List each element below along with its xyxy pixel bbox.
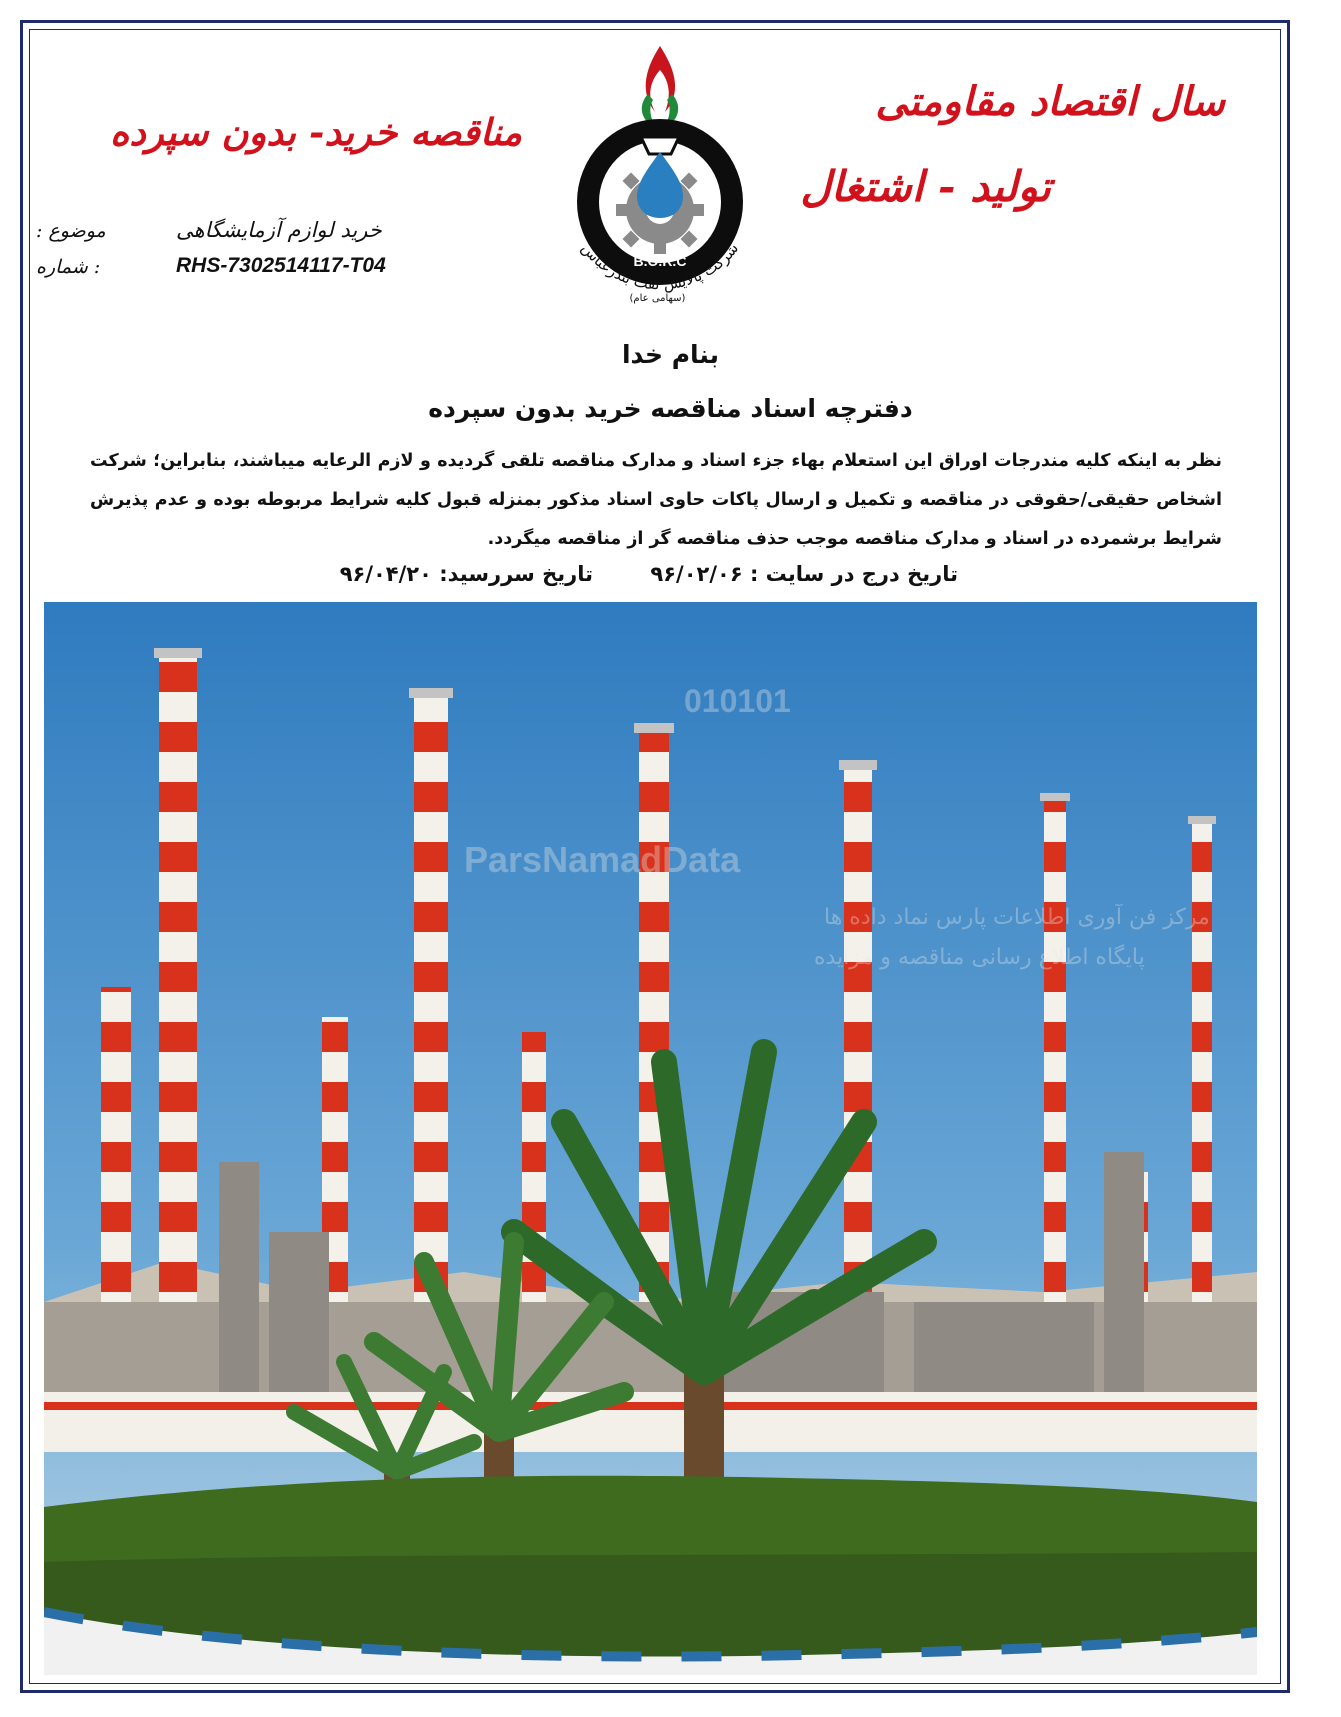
- number-label: : شماره: [36, 256, 101, 278]
- company-logo: [545, 42, 775, 312]
- date-deadline: تاریخ سررسید: ۹۶/۰۴/۲۰: [339, 562, 593, 586]
- refinery-photo: [44, 602, 1257, 1675]
- subject-value: خرید لوازم آزمایشگاهی: [176, 218, 382, 242]
- oil-drop-icon: [637, 152, 683, 218]
- tender-number: RHS-7302514117-T04: [176, 254, 386, 277]
- svg-text:پایگاه اطلاع رسانی مناقصه و مز: پایگاه اطلاع رسانی مناقصه و مزایده: [814, 945, 1145, 970]
- tender-title: مناقصه خرید- بدون سپرده: [110, 110, 523, 154]
- subject-label: موضوع :: [36, 220, 106, 242]
- slogan-line-1: سال اقتصاد مقاومتی: [875, 78, 1225, 125]
- document-basmala: بنام خدا: [621, 340, 720, 369]
- svg-text:B.O.R.C: B.O.R.C: [633, 253, 687, 269]
- svg-text:ParsNamadData: ParsNamadData: [464, 839, 741, 880]
- document-title: دفترچه اسناد مناقصه خرید بدون سپرده: [428, 394, 913, 423]
- svg-text:مرکز فن آوری اطلاعات پارس نماد: مرکز فن آوری اطلاعات پارس نماد داده ها: [824, 905, 1210, 930]
- intro-paragraph: نظر به اینکه کلیه مندرجات اوراق این استعلام بهاء جزء اسناد و مدارک مناقصه تلقی گردیده و لازم الرعایه میباشند، بنابراین؛ شرکت اشخاص حقیقی/حقوقی در مناقصه و تکمیل و ارسال پاکات حاوی اسناد مذکور بمنزله قبول کلیه شرایط مربوطه بوده و عدم پذیرش شرایط برشمرده در اسناد و مدارک مناقصه موجب حذف مناقصه گر از مناقصه میگردد.: [90, 451, 1222, 549]
- svg-text:010101: 010101: [684, 683, 791, 719]
- date-posted: تاریخ درج در سایت : ۹۶/۰۲/۰۶: [650, 562, 958, 586]
- slogan-line-2: تولید - اشتغال: [800, 162, 1051, 211]
- svg-text:شرکت پالایش نفت بندرعباس: شرکت پالایش نفت بندرعباس: [577, 239, 743, 294]
- logo-caption: (سهامی عام): [629, 293, 686, 304]
